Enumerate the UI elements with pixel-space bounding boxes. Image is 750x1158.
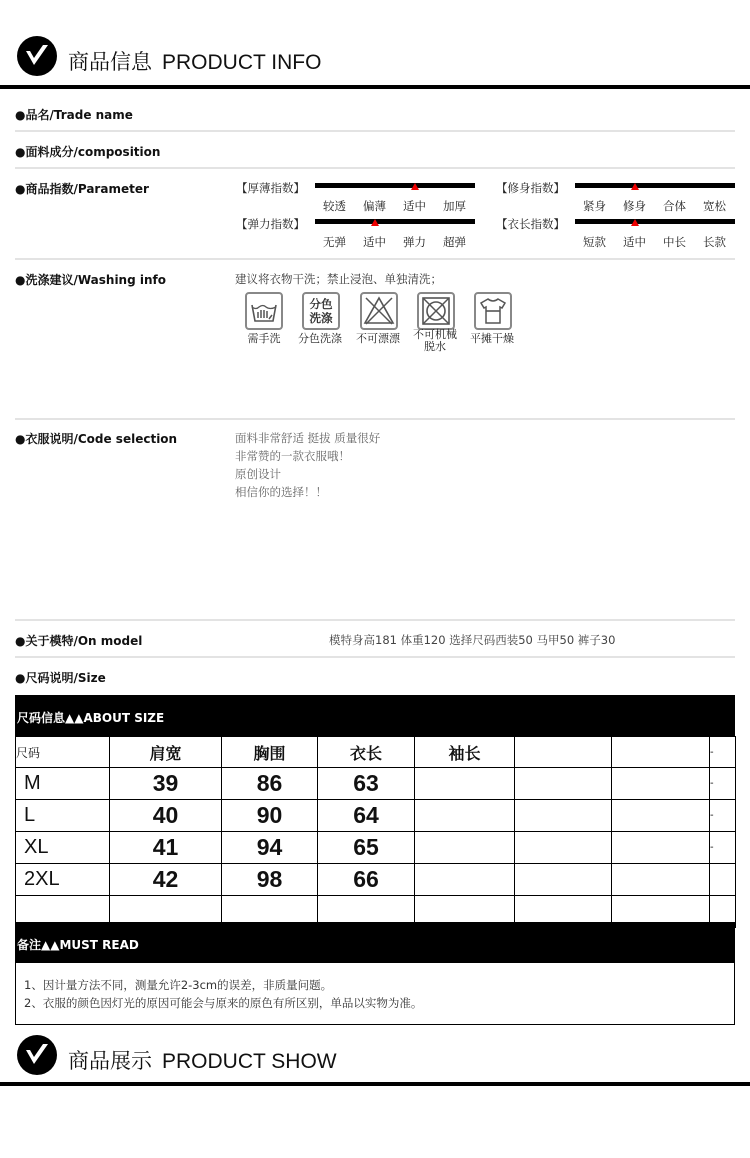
elasticity-title: 【弹力指数】 <box>236 217 305 231</box>
model-label: ●关于模特/On model <box>15 634 143 648</box>
trade-name-label: ●品名/Trade name <box>15 108 133 122</box>
table-row <box>16 832 736 864</box>
thickness-level: 适中 <box>403 199 426 213</box>
flat-dry-icon <box>474 292 512 330</box>
table-header: 衣长 <box>318 737 415 768</box>
table-cell: - <box>710 768 736 800</box>
fit-level: 紧身 <box>583 199 606 213</box>
section-title <box>68 1045 337 1075</box>
length-level: 适中 <box>623 235 646 249</box>
table-header <box>515 737 612 768</box>
elasticity-scale-bar <box>315 219 475 224</box>
size-table-bar <box>15 695 735 736</box>
code-line: 面料非常舒适 挺拔 质量很好 <box>235 431 381 445</box>
table-cell <box>415 800 515 832</box>
section-title-en: PRODUCT SHOW <box>162 1050 337 1073</box>
table-cell: 94 <box>222 832 318 864</box>
elasticity-level: 适中 <box>363 235 386 249</box>
length-marker <box>631 219 639 226</box>
thickness-title: 【厚薄指数】 <box>236 181 305 195</box>
wash-caption: 需手洗 <box>247 332 281 345</box>
table-header <box>612 737 710 768</box>
length-title: 【衣长指数】 <box>496 217 565 231</box>
code-selection-label: ●衣服说明/Code selection <box>15 432 178 446</box>
length-scale-bar <box>575 219 735 224</box>
size-table <box>15 736 736 928</box>
table-cell: 65 <box>318 832 415 864</box>
table-cell <box>612 832 710 864</box>
footer-rule <box>0 1082 750 1086</box>
table-cell <box>515 864 612 896</box>
table-cell: 98 <box>222 864 318 896</box>
notes-title: 备注▲▲MUST READ <box>17 938 139 952</box>
thickness-level: 加厚 <box>443 199 466 213</box>
table-cell: 40 <box>110 800 222 832</box>
table-cell: 63 <box>318 768 415 800</box>
header-rule <box>0 85 750 89</box>
separate-wash-icon <box>302 292 340 330</box>
table-cell: - <box>710 800 736 832</box>
divider <box>15 656 735 658</box>
table-header-row <box>16 737 736 768</box>
size-cell: M <box>16 768 110 800</box>
model-info: 模特身高181 体重120 选择尺码西装50 马甲50 裤子30 <box>329 633 616 647</box>
wash-caption: 不可漂漂 <box>356 332 400 345</box>
table-row <box>16 800 736 832</box>
thickness-marker <box>411 183 419 190</box>
table-row <box>16 768 736 800</box>
washing-label: ●洗涤建议/Washing info <box>15 273 166 287</box>
table-cell <box>515 800 612 832</box>
table-cell: 39 <box>110 768 222 800</box>
table-cell <box>612 768 710 800</box>
composition-label: ●面料成分/composition <box>15 145 161 159</box>
notes-box <box>15 962 735 1025</box>
divider <box>15 619 735 621</box>
table-cell: 66 <box>318 864 415 896</box>
no-bleach-icon <box>360 292 398 330</box>
table-cell <box>415 832 515 864</box>
table-cell <box>515 768 612 800</box>
divider <box>15 418 735 420</box>
wash-caption: 分色洗涤 <box>298 332 342 345</box>
table-header: 尺码 <box>16 737 110 768</box>
note-line: 2、衣服的颜色因灯光的原因可能会与原来的原色有所区别，单品以实物为准。 <box>24 996 423 1010</box>
section-title <box>68 46 321 76</box>
code-line: 原创设计 <box>235 467 281 481</box>
fit-title: 【修身指数】 <box>496 181 565 195</box>
length-level: 短款 <box>583 235 606 249</box>
thickness-level: 较透 <box>323 199 346 213</box>
section-title-cn: 商品展示 <box>68 1049 152 1073</box>
thickness-scale-bar <box>315 183 475 188</box>
table-cell <box>612 864 710 896</box>
divider <box>15 258 735 260</box>
washing-advice: 建议将衣物干洗；禁止浸泡、单独清洗； <box>235 272 442 286</box>
length-level: 长款 <box>703 235 726 249</box>
hand-wash-icon <box>245 292 283 330</box>
fit-level: 修身 <box>623 199 646 213</box>
wash-caption: 平摊干燥 <box>470 332 514 345</box>
logo-icon <box>17 36 57 76</box>
table-cell <box>415 864 515 896</box>
table-cell: 90 <box>222 800 318 832</box>
table-row <box>16 864 736 896</box>
note-line: 1、因计量方法不同，测量允许2-3cm的误差，非质量问题。 <box>24 978 333 992</box>
table-cell: 41 <box>110 832 222 864</box>
product-show-header <box>0 1035 750 1095</box>
fit-marker <box>631 183 639 190</box>
table-header: - <box>710 737 736 768</box>
elasticity-level: 无弹 <box>323 235 346 249</box>
table-cell <box>612 800 710 832</box>
table-cell <box>710 864 736 896</box>
section-title-en: PRODUCT INFO <box>162 51 322 74</box>
no-machine-dry-icon <box>417 292 455 330</box>
divider <box>15 167 735 169</box>
fit-level: 合体 <box>663 199 686 213</box>
divider <box>15 130 735 132</box>
thickness-level: 偏薄 <box>363 199 386 213</box>
table-header: 肩宽 <box>110 737 222 768</box>
table-header: 胸围 <box>222 737 318 768</box>
parameter-label: ●商品指数/Parameter <box>15 182 149 196</box>
code-line: 相信你的选择！！ <box>235 485 327 499</box>
table-cell <box>415 768 515 800</box>
elasticity-marker <box>371 219 379 226</box>
wash-caption: 不可机械 脱水 <box>413 328 457 353</box>
elasticity-level: 超弹 <box>443 235 466 249</box>
size-cell: 2XL <box>16 864 110 896</box>
fit-level: 宽松 <box>703 199 726 213</box>
size-cell: L <box>16 800 110 832</box>
section-title-cn: 商品信息 <box>68 50 152 74</box>
size-label: ●尺码说明/Size <box>15 671 106 685</box>
separate-wash-text: 分色 洗涤 <box>309 297 333 325</box>
size-table-title: 尺码信息▲▲ABOUT SIZE <box>17 711 165 725</box>
logo-icon <box>17 1035 57 1075</box>
table-cell: 86 <box>222 768 318 800</box>
table-cell <box>515 832 612 864</box>
notes-bar <box>15 922 735 963</box>
table-cell: - <box>710 832 736 864</box>
fit-scale-bar <box>575 183 735 188</box>
table-cell: 42 <box>110 864 222 896</box>
size-cell: XL <box>16 832 110 864</box>
length-level: 中长 <box>663 235 686 249</box>
code-line: 非常赞的一款衣服哦！ <box>235 449 350 463</box>
elasticity-level: 弹力 <box>403 235 426 249</box>
table-cell: 64 <box>318 800 415 832</box>
table-header: 袖长 <box>415 737 515 768</box>
